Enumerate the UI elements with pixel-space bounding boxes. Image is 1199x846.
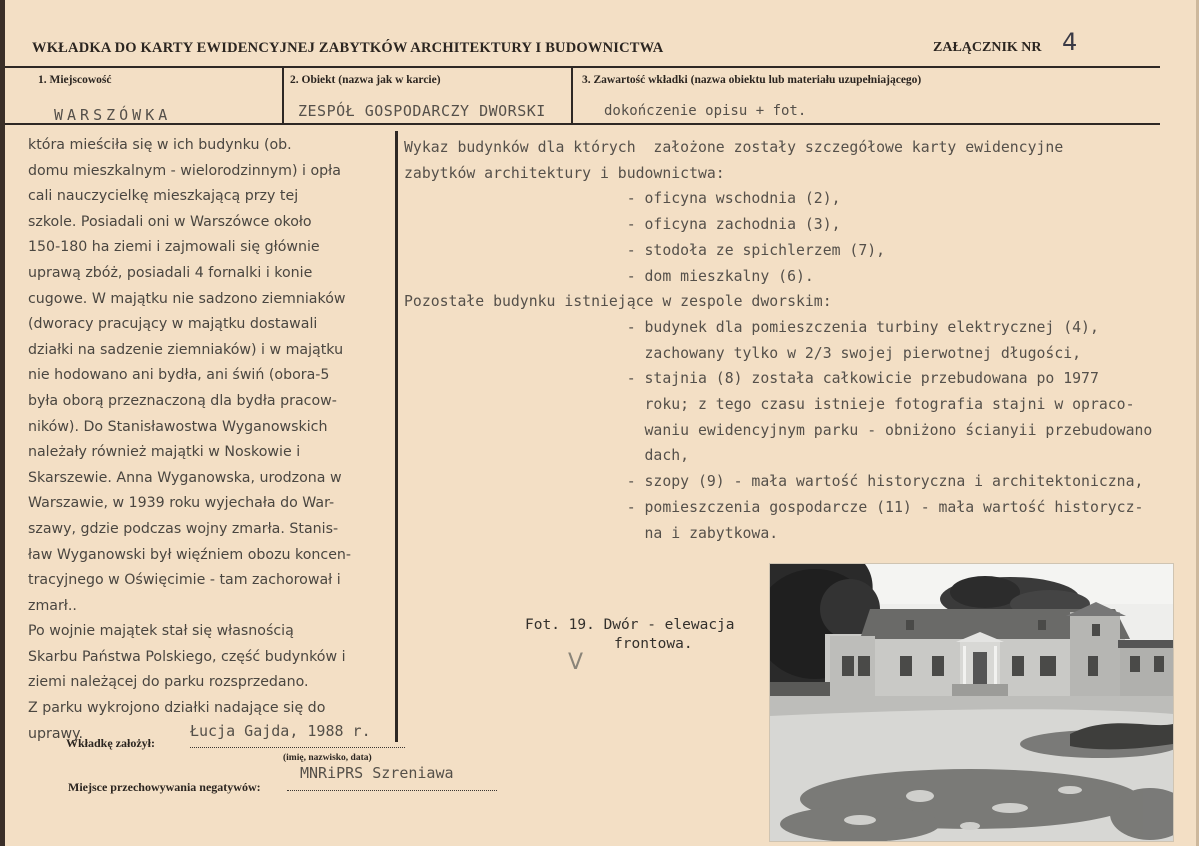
negatives-label: Miejsce przechowywania negatywów: — [68, 780, 261, 794]
building-list-line: - szopy (9) - mała wartość historyczna i architektoniczna, — [404, 473, 1144, 491]
photo-caption-line-1: Fot. 19. Dwór - elewacja — [525, 617, 735, 633]
header-divider-1 — [282, 66, 284, 124]
description-line: Skarbu Państwa Polskiego, część budynków i — [28, 648, 346, 665]
description-line: tracyjnego w Oświęcimie - tam zachorował i — [28, 572, 341, 589]
building-list-line: dach, — [404, 447, 690, 465]
description-line: szkole. Posiadali oni w Warszówce około — [28, 213, 312, 230]
header-divider-2 — [571, 66, 573, 124]
annex-number: 4 — [1062, 28, 1078, 56]
description-line: uprawy. — [28, 725, 84, 742]
description-line: cugowe. W majątku nie sadzono ziemniaków — [28, 290, 346, 307]
annex-label: ZAŁĄCZNIK NR — [933, 40, 1042, 55]
description-line: ników). Do Stanisławostwa Wyganowskich — [28, 418, 328, 435]
description-line: domu mieszkalnym - wielorodzinnym) i opła — [28, 162, 341, 179]
content-value: dokończenie opisu + fot. — [604, 103, 807, 119]
building-list-line: - oficyna wschodnia (2), — [404, 190, 841, 208]
description-line: uprawą zbóż, posiadali 4 fornalki i konie — [28, 264, 313, 281]
manor-photo-drawing — [770, 564, 1173, 841]
content-label: 3. Zawartość wkładki (nazwa obiektu lub materiału uzupełniającego) — [582, 74, 922, 86]
building-list-line: na i zabytkowa. — [404, 524, 779, 542]
description-line: należały również majątki w Noskowie i — [28, 444, 301, 461]
description-continuation — [28, 133, 400, 747]
description-line: Po wojnie majątek stał się własnością — [28, 623, 294, 640]
building-list-line: - stajnia (8) została całkowicie przebudowana po 1977 — [404, 370, 1099, 388]
form-title: WKŁADKA DO KARTY EWIDENCYJNEJ ZABYTKÓW ARCHITEKTURY I BUDOWNICTWA — [32, 40, 664, 56]
check-mark: V — [568, 650, 584, 675]
locality-label: 1. Miejscowość — [38, 74, 112, 86]
description-line: Warszawie, w 1939 roku wyjechała do War- — [28, 495, 335, 512]
description-line: zmarł.. — [28, 597, 77, 614]
photo-caption — [525, 616, 735, 654]
locality-value: WARSZÓWKA — [54, 106, 172, 124]
signer-underline — [190, 747, 405, 748]
description-line: 150-180 ha ziemi i zajmowali się głównie — [28, 239, 320, 256]
signer-label: Wkładkę założył: — [66, 736, 155, 750]
object-value: ZESPÓŁ GOSPODARCZY DWORSKI — [298, 102, 546, 120]
description-line: cali nauczycielkę mieszkającą przy tej — [28, 188, 299, 205]
description-line: Z parku wykrojono działki nadające się do — [28, 700, 326, 717]
header-rule-top — [5, 66, 1160, 68]
building-list-line: waniu ewidencyjnym parku - obniżono ścianyii przebudowano — [404, 421, 1153, 439]
description-line: Skarszewie. Anna Wyganowska, urodzona w — [28, 469, 342, 486]
description-line: szawy, gdzie podczas wojny zmarła. Stanis- — [28, 520, 339, 537]
building-list-line: roku; z tego czasu istnieje fotografia stajni w opraco- — [404, 396, 1135, 414]
building-list — [404, 135, 1194, 546]
building-list-line: - oficyna zachodnia (3), — [404, 216, 841, 234]
building-list-line: zabytków architektury i budownictwa: — [404, 164, 725, 182]
description-line: która mieściła się w ich budynku (ob. — [28, 137, 292, 153]
signer-hint: (imię, nazwisko, data) — [283, 753, 372, 763]
building-list-line: zachowany tylko w 2/3 swojej pierwotnej długości, — [404, 344, 1082, 362]
building-list-line: - stodoła ze spichlerzem (7), — [404, 241, 886, 259]
description-line: (dworacy pracujący w majątku dostawali — [28, 316, 318, 333]
building-list-line: - pomieszczenia gospodarcze (11) - mała wartość historycz- — [404, 498, 1144, 516]
header-rule-bottom — [5, 123, 1160, 125]
signer-value: Łucja Gajda, 1988 r. — [190, 722, 371, 740]
photo-caption-line-2: frontowa. — [614, 636, 693, 652]
card-left-edge — [0, 0, 5, 846]
building-list-line: - budynek dla pomieszczenia turbiny elektrycznej (4), — [404, 318, 1099, 336]
description-line: nie hodowano ani bydła, ani świń (obora-5 — [28, 367, 330, 384]
negatives-value: MNRiPRS Szreniawa — [300, 764, 454, 782]
description-line: ław Wyganowski był więźniem obozu koncen- — [28, 546, 352, 563]
description-line: była oborą przeznaczoną dla bydła pracow- — [28, 392, 337, 409]
building-list-line: Pozostałe budynku istniejące w zespole dworskim: — [404, 293, 832, 311]
building-list-line: Wykaz budynków dla których założone zostały szczegółowe karty ewidencyjne — [404, 139, 1064, 156]
description-line: działki na sadzenie ziemniaków) i w majątku — [28, 341, 344, 358]
manor-photograph — [770, 564, 1173, 841]
object-label: 2. Obiekt (nazwa jak w karcie) — [290, 74, 441, 86]
description-line: ziemi należącej do parku rozsprzedano. — [28, 674, 309, 691]
negatives-underline — [287, 790, 497, 791]
building-list-line: - dom mieszkalny (6). — [404, 267, 814, 285]
